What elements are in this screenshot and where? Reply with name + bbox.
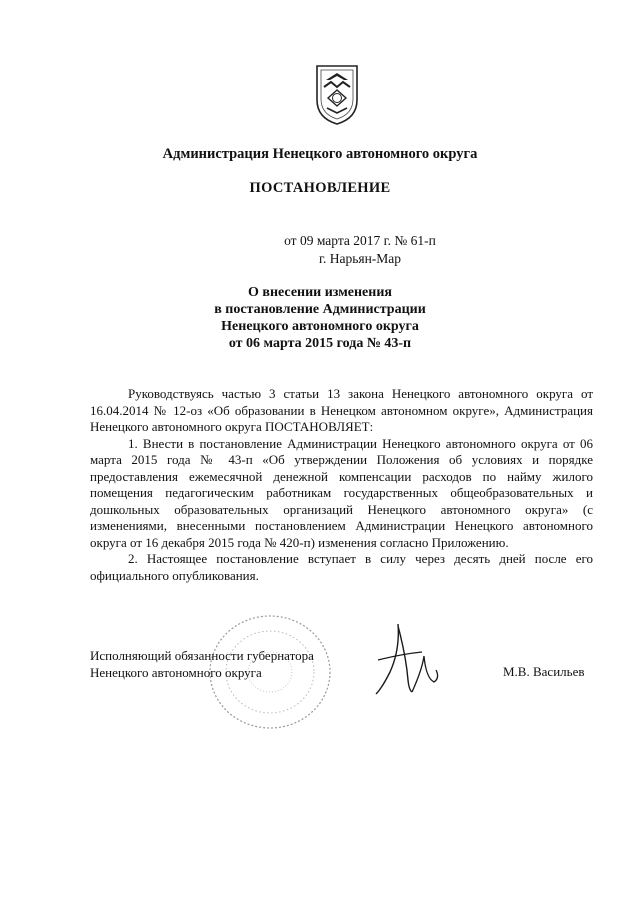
- document-type: ПОСТАНОВЛЕНИЕ: [249, 180, 391, 196]
- paragraph-item-2: 2. Настоящее постановление вступает в силу через десять дней после его официального опубликования.: [90, 551, 593, 583]
- paragraph-preamble: Руководствуясь частью 3 статьи 13 закона Ненецкого автономного округа от 16.04.2014 № 12-оз «Об образовании в Ненецком автономном округе», Администрация Ненецкого автономного округа ПОСТАНОВЛЯЕТ:: [90, 386, 593, 434]
- handwritten-signature: [372, 620, 442, 700]
- subject-line: О внесении изменения: [248, 285, 392, 300]
- signatory-name: М.В. Васильев: [503, 664, 585, 679]
- signatory-position-line: Ненецкого автономного округа: [90, 665, 262, 680]
- signatory-position: [90, 647, 314, 681]
- signatory-position-line: Исполняющий обязанности губернатора: [90, 648, 314, 663]
- document-body: [90, 386, 593, 584]
- subject-line: Ненецкого автономного округа: [221, 319, 419, 334]
- paragraph-item-1: 1. Внести в постановление Администрации Ненецкого автономного округа от 06 марта 2015 года № 43-п «Об утверждении Положения об условиях и порядке предоставления ежемесячной денежной компенсации расходов по найму жилого помещения педагогическим работникам государственных общеобразовательных и дошкольных образовательных организаций Ненецкого автономного округа» (с изменениями, внесенными постановлением Администрации Ненецкого автономного округа от 16 декабря 2015 года № 420-п) изменения согласно Приложению.: [90, 435, 593, 550]
- document-subject: [0, 284, 640, 352]
- organization-name: Администрация Ненецкого автономного округа: [162, 146, 478, 162]
- place: г. Нарьян-Мар: [318, 251, 402, 266]
- subject-line: от 06 марта 2015 года № 43-п: [228, 336, 412, 351]
- date-number: от 09 марта 2017 г. № 61-п: [284, 233, 436, 248]
- subject-line: в постановление Администрации: [214, 302, 426, 317]
- coat-of-arms-icon: [313, 60, 361, 126]
- document-meta: [40, 232, 640, 268]
